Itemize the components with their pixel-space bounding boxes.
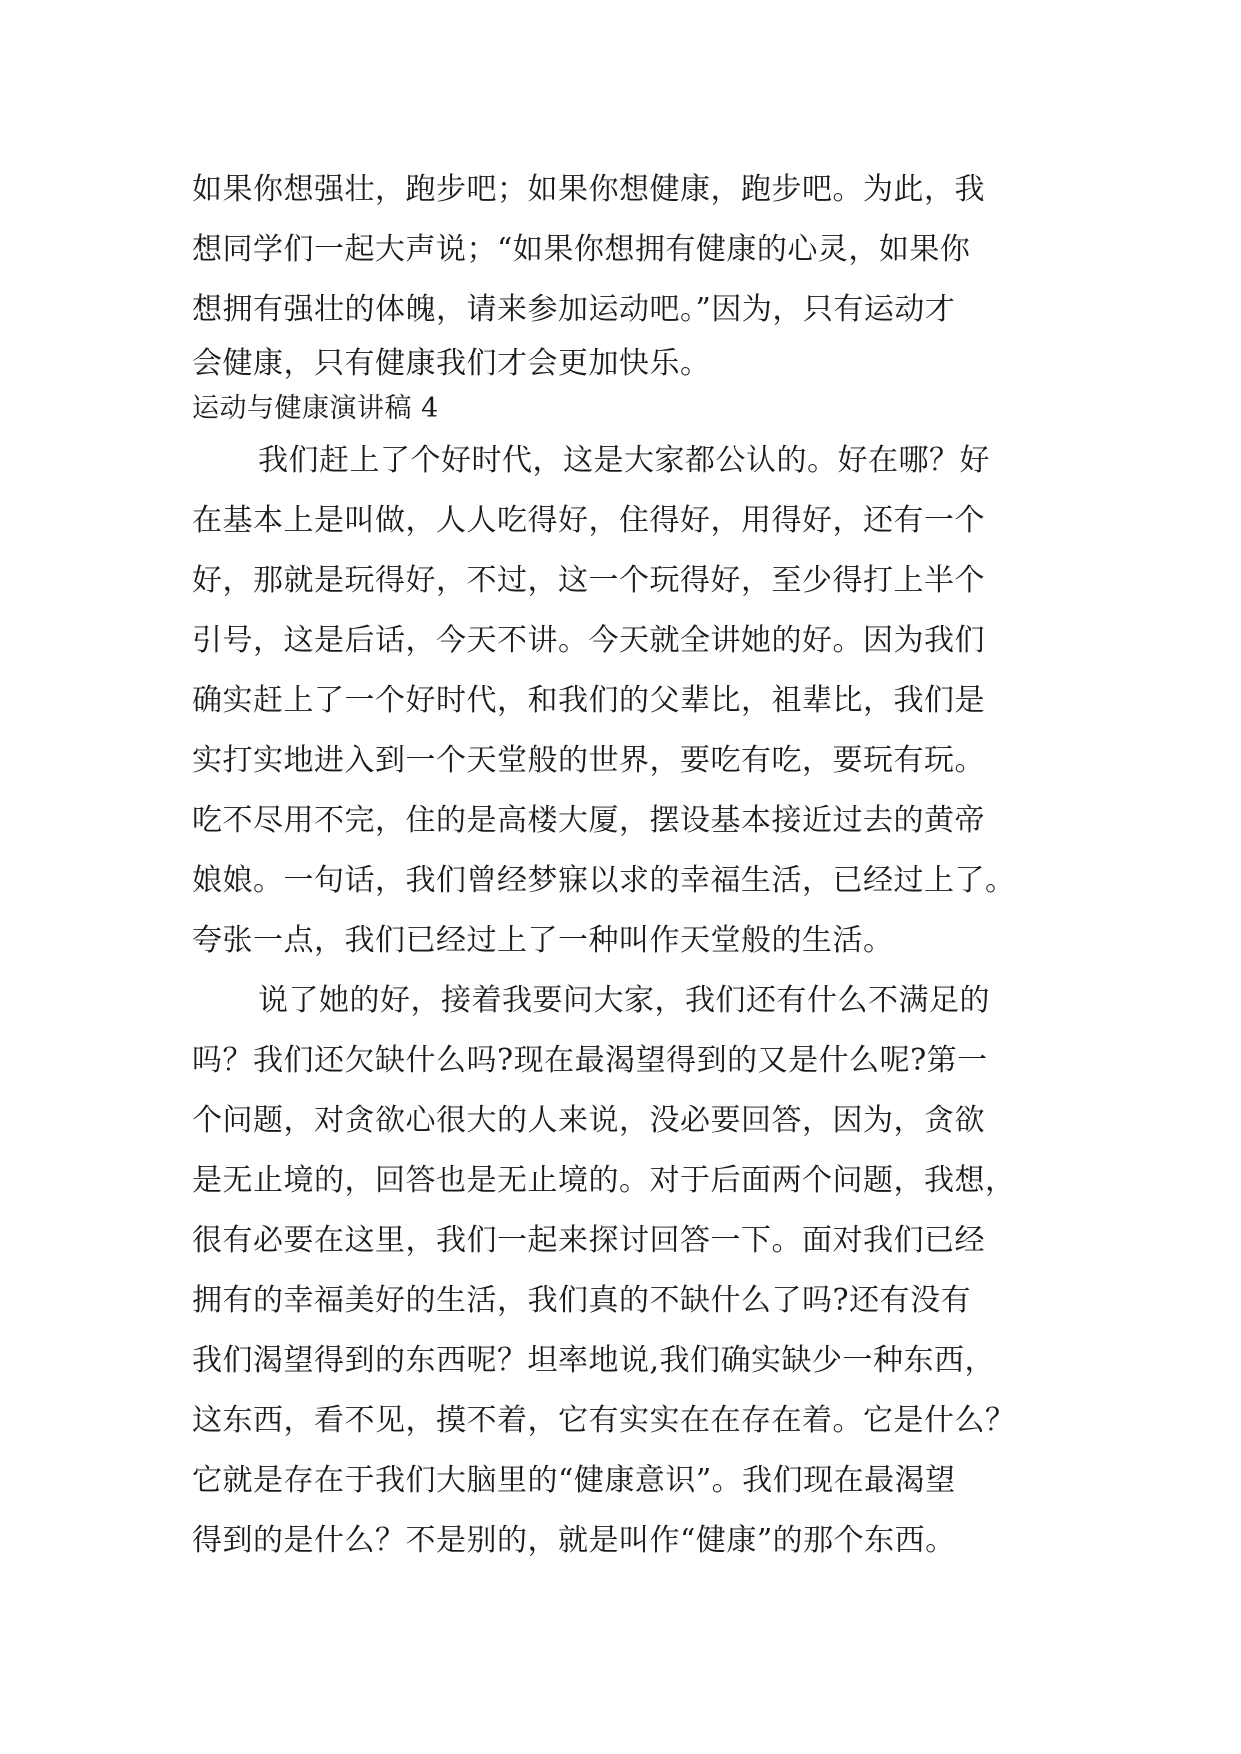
text-line: 吃不尽用不完，住的是高楼大厦，摆设基本接近过去的黄帝 (192, 803, 985, 838)
paragraph-1 (192, 160, 1072, 387)
text-line: 好，那就是玩得好，不过，这一个玩得好，至少得打上半个 (192, 563, 985, 598)
text-line: 娘娘。一句话，我们曾经梦寐以求的幸福生活，已经过上了。 (192, 863, 1016, 898)
paragraph-3 (192, 971, 1072, 1571)
text-line: 在基本上是叫做，人人吃得好，住得好，用得好，还有一个 (192, 503, 985, 538)
paragraph-2 (192, 431, 1072, 971)
section-heading: 运动与健康演讲稿 4 (192, 393, 439, 424)
text-line: 引号，这是后话，今天不讲。今天就全讲她的好。因为我们 (192, 623, 985, 658)
text-line: 拥有的幸福美好的生活，我们真的不缺什么了吗?还有没有 (192, 1283, 972, 1318)
text-line: 如果你想强壮，跑步吧；如果你想健康，跑步吧。为此，我 (192, 172, 985, 207)
text-line: 个问题，对贪欲心很大的人来说，没必要回答，因为，贪欲 (192, 1103, 985, 1138)
text-line: 我们赶上了个好时代，这是大家都公认的。好在哪？好 (258, 443, 990, 478)
text-line: 我们渴望得到的东西呢？坦率地说,我们确实缺少一种东西， (192, 1343, 996, 1378)
text-line: 想同学们一起大声说；“如果你想拥有健康的心灵，如果你 (192, 232, 971, 267)
text-line: 它就是存在于我们大脑里的“健康意识”。我们现在最渴望 (192, 1463, 956, 1498)
text-line: 很有必要在这里，我们一起来探讨回答一下。面对我们已经 (192, 1223, 985, 1258)
text-line: 夸张一点，我们已经过上了一种叫作天堂般的生活。 (192, 923, 894, 958)
text-line: 是无止境的，回答也是无止境的。对于后面两个问题，我想， (192, 1163, 1016, 1198)
text-line: 想拥有强壮的体魄，请来参加运动吧。”因为，只有运动才 (192, 292, 956, 327)
text-line: 确实赶上了一个好时代，和我们的父辈比，祖辈比，我们是 (192, 683, 985, 718)
text-line: 这东西，看不见，摸不着，它有实实在在存在着。它是什么？ (192, 1403, 1016, 1438)
document-body (192, 160, 1072, 1571)
text-line: 说了她的好，接着我要问大家，我们还有什么不满足的 (258, 983, 990, 1018)
text-line: 会健康，只有健康我们才会更加快乐。 (192, 346, 711, 381)
text-line: 实打实地进入到一个天堂般的世界，要吃有吃，要玩有玩。 (192, 743, 985, 778)
text-line: 得到的是什么？不是别的，就是叫作“健康”的那个东西。 (192, 1523, 956, 1558)
text-line: 吗？我们还欠缺什么吗?现在最渴望得到的又是什么呢?第一 (192, 1043, 988, 1078)
